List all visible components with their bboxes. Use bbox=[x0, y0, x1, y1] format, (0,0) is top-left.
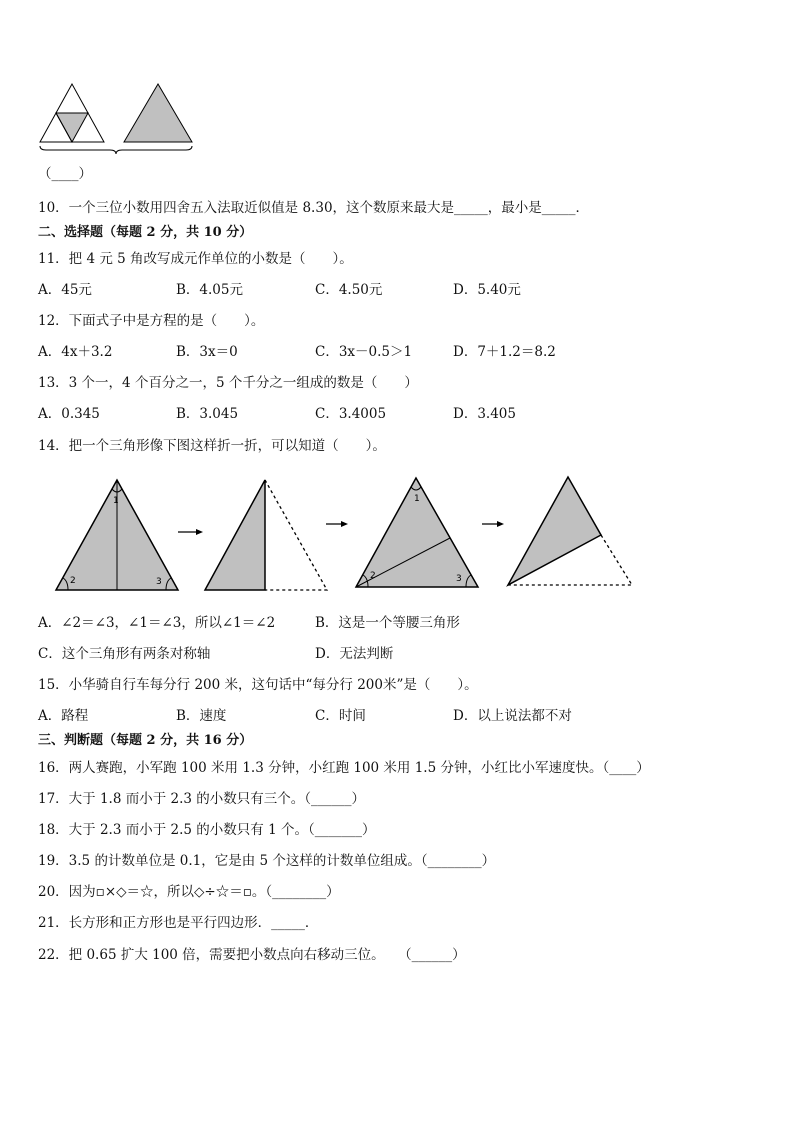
q14-arrow-1-head bbox=[196, 529, 203, 535]
section-3-heading: 三、判断题（每题 2 分，共 16 分） bbox=[38, 733, 253, 748]
q17-text: 17．大于 1.8 而小于 2.3 的小数只有三个。（______） bbox=[38, 791, 366, 807]
q19-text: 19．3.5 的计数单位是 0.1，它是由 5 个这样的计数单位组成。（________） bbox=[38, 853, 496, 869]
q14-arrow-3-head bbox=[497, 521, 504, 527]
q14-triangle-4-shaded bbox=[508, 477, 601, 585]
q9-brace bbox=[40, 146, 192, 154]
q14-label-1a: 1 bbox=[113, 496, 119, 506]
q12-option-b[interactable]: B．3x＝0 bbox=[176, 344, 238, 360]
q14-label-2a: 2 bbox=[70, 576, 76, 586]
section-2-heading: 二、选择题（每题 2 分，共 10 分） bbox=[38, 225, 253, 240]
q14-triangle-2-shaded-half bbox=[205, 480, 265, 590]
q10-text: 10．一个三位小数用四舍五入法取近似值是 8.30，这个数原来最大是_____，最小是_____． bbox=[38, 200, 590, 216]
q14-arrow-2-head bbox=[341, 521, 348, 527]
q14-option-c[interactable]: C．这个三角形有两条对称轴 bbox=[38, 646, 211, 662]
q11-option-a[interactable]: A．45元 bbox=[38, 282, 92, 298]
q21-text: 21．长方形和正方形也是平行四边形．_____． bbox=[38, 915, 319, 931]
q12-option-a[interactable]: A．4x＋3.2 bbox=[38, 344, 113, 360]
q13-option-a[interactable]: A．0.345 bbox=[38, 406, 100, 422]
q22-text: 22．把 0.65 扩大 100 倍，需要把小数点向右移动三位。 （______） bbox=[38, 947, 466, 963]
q13-option-c[interactable]: C．3.4005 bbox=[315, 406, 387, 422]
q15-option-b[interactable]: B．速度 bbox=[176, 708, 227, 724]
q9-right-shaded-triangle bbox=[124, 84, 192, 142]
q11-option-c[interactable]: C．4.50元 bbox=[315, 282, 383, 298]
q15-stem: 15．小华骑自行车每分行 200 米，这句话中“每分行 200米”是（ ）。 bbox=[38, 677, 478, 693]
q13-option-d[interactable]: D．3.405 bbox=[453, 406, 516, 422]
q9-figure bbox=[36, 80, 196, 160]
q20-text: 20．因为▫×◇＝☆，所以◇÷☆＝▫。（________） bbox=[38, 884, 340, 900]
q11-option-d[interactable]: D．5.40元 bbox=[453, 282, 521, 298]
q14-stem: 14．把一个三角形像下图这样折一折，可以知道（ ）。 bbox=[38, 438, 386, 454]
q18-text: 18．大于 2.3 而小于 2.5 的小数只有 1 个。（_______） bbox=[38, 822, 376, 838]
q13-stem: 13．3 个一，4 个百分之一，5 个千分之一组成的数是（ ） bbox=[38, 375, 418, 391]
q16-text: 16．两人赛跑，小军跑 100 米用 1.3 分钟，小红跑 100 米用 1.5 分钟，小红比小军速度快。（____） bbox=[38, 760, 650, 776]
q14-option-b[interactable]: B．这是一个等腰三角形 bbox=[315, 615, 460, 631]
q9-answer-blank[interactable]: （____） bbox=[38, 166, 92, 182]
q11-option-b[interactable]: B．4.05元 bbox=[176, 282, 243, 298]
q14-option-d[interactable]: D．无法判断 bbox=[315, 646, 394, 662]
q14-label-3a: 3 bbox=[156, 577, 162, 587]
q12-stem: 12．下面式子中是方程的是（ ）。 bbox=[38, 313, 265, 329]
q14-label-2b: 2 bbox=[370, 571, 376, 581]
q11-stem: 11．把 4 元 5 角改写成元作单位的小数是（ ）。 bbox=[38, 251, 353, 267]
q14-figure bbox=[50, 472, 650, 602]
q13-option-b[interactable]: B．3.045 bbox=[176, 406, 239, 422]
q14-label-1b: 1 bbox=[414, 494, 420, 504]
q14-triangle-2-dashed-half bbox=[265, 480, 327, 590]
q14-option-a[interactable]: A．∠2＝∠3，∠1＝∠3，所以∠1＝∠2 bbox=[38, 615, 276, 631]
q14-label-3b: 3 bbox=[456, 574, 462, 584]
q15-option-d[interactable]: D．以上说法都不对 bbox=[453, 708, 572, 724]
q12-option-d[interactable]: D．7＋1.2＝8.2 bbox=[453, 344, 556, 360]
q12-option-c[interactable]: C．3x－0.5＞1 bbox=[315, 344, 413, 360]
q15-option-a[interactable]: A．路程 bbox=[38, 708, 89, 724]
q15-option-c[interactable]: C．时间 bbox=[315, 708, 366, 724]
